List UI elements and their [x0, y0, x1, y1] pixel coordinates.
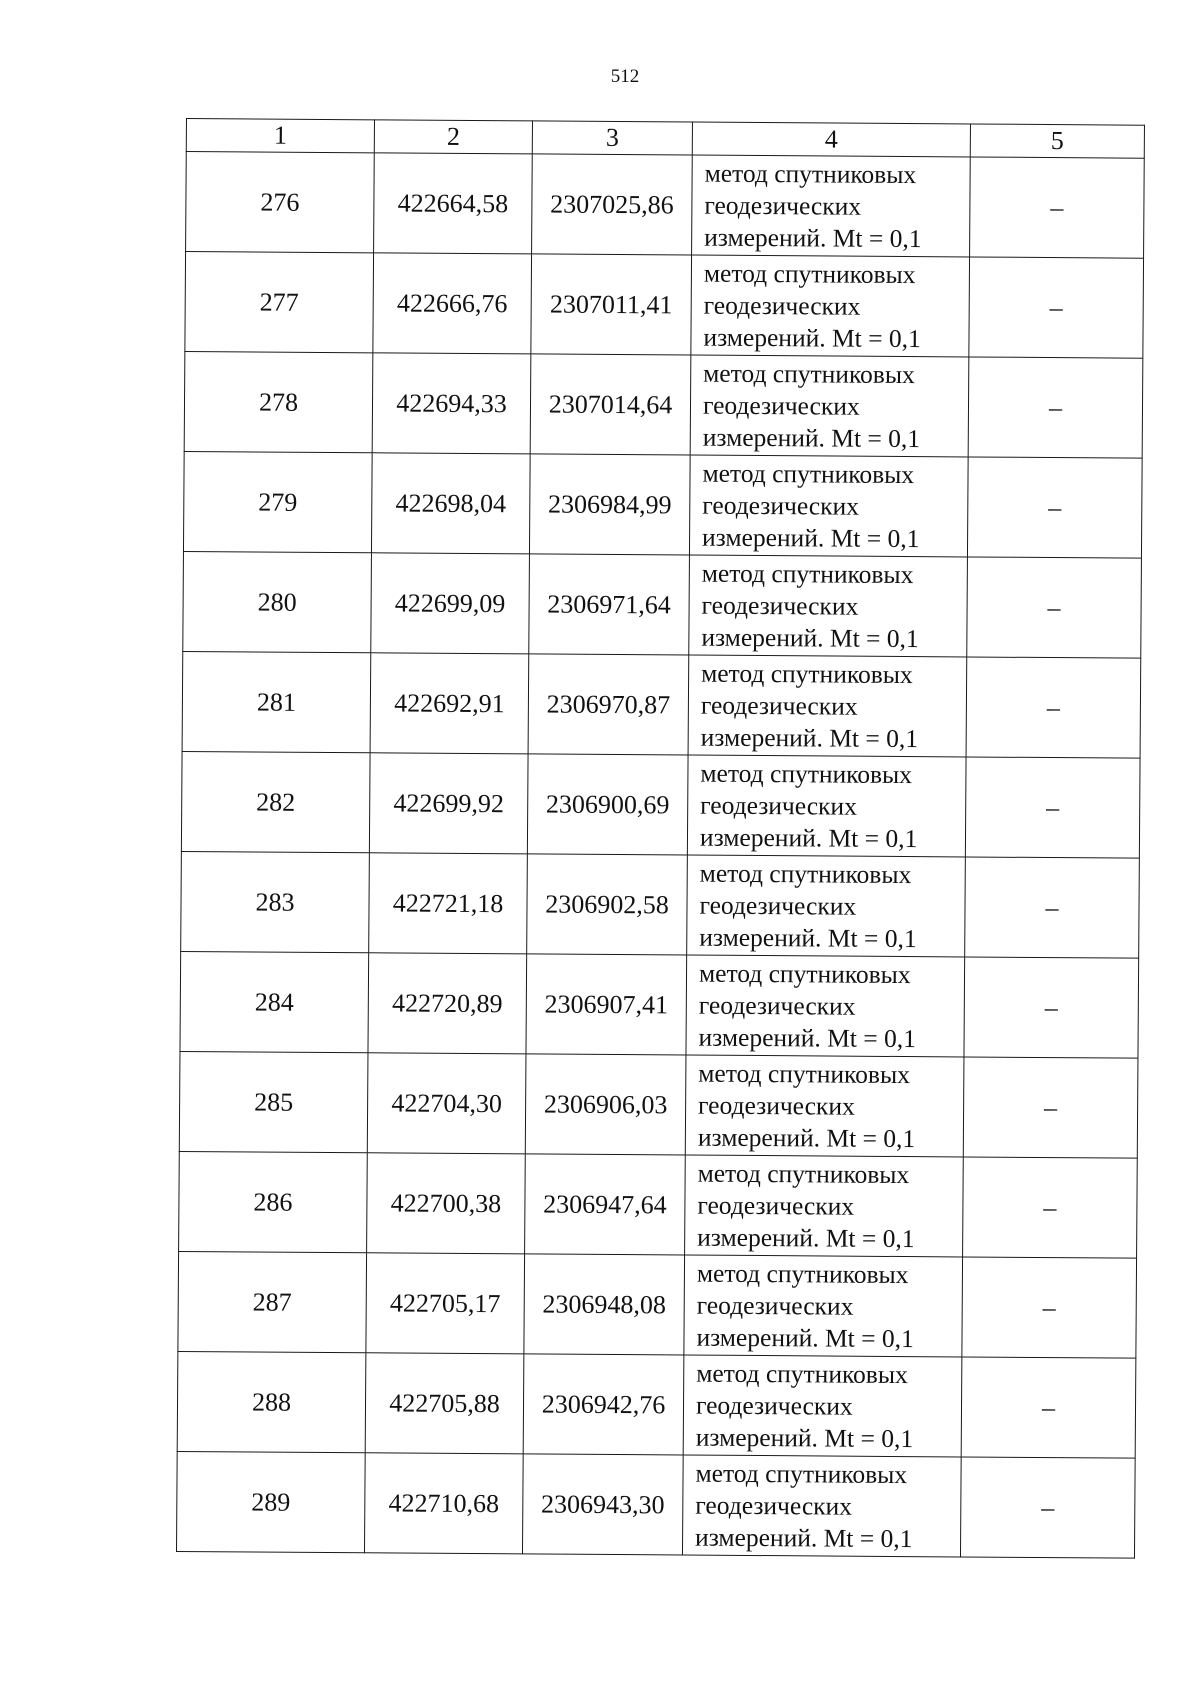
note-cell: –	[961, 1357, 1136, 1458]
point-id-cell: 277	[185, 252, 374, 353]
x-coordinate-cell: 422699,92	[369, 753, 528, 854]
method-line: геодезических	[698, 990, 856, 1021]
coordinates-table-container	[176, 118, 1144, 1559]
method-line: геодезических	[700, 790, 857, 821]
method-line: метод спутниковых	[696, 1358, 908, 1389]
method-line: метод спутниковых	[695, 1458, 908, 1489]
method-line: метод спутниковых	[699, 858, 912, 889]
note-cell: –	[965, 857, 1140, 958]
method-cell	[692, 155, 971, 257]
method-cell	[682, 1455, 961, 1557]
method-cell	[687, 855, 966, 957]
y-coordinate-cell: 2307011,41	[531, 254, 692, 355]
y-coordinate-cell: 2306984,99	[529, 454, 690, 555]
x-coordinate-cell: 422700,38	[367, 1153, 526, 1254]
y-coordinate-cell: 2306943,30	[522, 1454, 683, 1555]
method-line: измерений. Mt = 0,1	[699, 822, 918, 853]
method-line: метод спутниковых	[701, 658, 913, 689]
method-line: измерений. Mt = 0,1	[701, 622, 919, 653]
column-header-3: 3	[532, 121, 692, 155]
point-id-cell: 289	[176, 1451, 365, 1552]
method-line: геодезических	[700, 690, 858, 721]
column-header-4: 4	[692, 122, 970, 157]
column-header-1: 1	[186, 119, 374, 153]
point-id-cell: 286	[179, 1151, 368, 1252]
point-id-cell: 287	[178, 1251, 367, 1352]
point-id-cell: 276	[186, 152, 375, 253]
method-cell	[685, 1055, 964, 1157]
method-line: измерений. Mt = 0,1	[697, 1222, 915, 1253]
table-row	[176, 1451, 1135, 1558]
method-line: метод спутниковых	[698, 958, 911, 989]
point-id-cell: 283	[181, 851, 370, 952]
method-line: измерений. Mt = 0,1	[695, 1522, 913, 1553]
note-cell: –	[968, 357, 1143, 458]
method-cell	[689, 555, 968, 657]
point-id-cell: 288	[177, 1351, 366, 1452]
note-cell: –	[963, 1057, 1138, 1158]
table-row	[179, 1151, 1138, 1258]
x-coordinate-cell: 422694,33	[372, 353, 531, 454]
method-line: метод спутниковых	[703, 258, 916, 289]
method-line: метод спутниковых	[700, 758, 913, 789]
x-coordinate-cell: 422704,30	[367, 1053, 526, 1154]
method-line: геодезических	[702, 390, 860, 421]
y-coordinate-cell: 2307025,86	[532, 154, 693, 255]
note-cell: –	[962, 1257, 1137, 1358]
method-cell	[690, 355, 969, 457]
method-line: геодезических	[698, 1090, 855, 1121]
table-row	[182, 651, 1141, 758]
y-coordinate-cell: 2306971,64	[529, 554, 690, 655]
method-line: геодезических	[699, 890, 857, 921]
y-coordinate-cell: 2306942,76	[523, 1354, 684, 1455]
method-cell	[684, 1255, 963, 1357]
method-line: геодезических	[701, 590, 859, 621]
point-id-cell: 278	[184, 351, 373, 452]
table-body	[176, 152, 1144, 1559]
table-row	[178, 1251, 1137, 1358]
method-line: геодезических	[702, 490, 860, 521]
table-row	[181, 851, 1140, 958]
method-line: метод спутниковых	[704, 158, 917, 189]
y-coordinate-cell: 2306948,08	[524, 1254, 685, 1355]
method-line: измерений. Mt = 0,1	[697, 1122, 916, 1153]
y-coordinate-cell: 2306947,64	[525, 1154, 686, 1255]
x-coordinate-cell: 422710,68	[364, 1453, 523, 1554]
note-cell: –	[967, 457, 1142, 558]
table-row	[185, 252, 1144, 359]
x-coordinate-cell: 422699,09	[371, 553, 530, 654]
method-line: геодезических	[695, 1390, 853, 1421]
x-coordinate-cell: 422698,04	[371, 453, 530, 554]
table-row	[177, 1351, 1136, 1458]
point-id-cell: 282	[181, 751, 370, 852]
point-id-cell: 279	[183, 451, 372, 552]
method-line: геодезических	[695, 1490, 853, 1521]
method-cell	[686, 955, 965, 1057]
method-line: измерений. Mt = 0,1	[702, 422, 921, 453]
method-line: измерений. Mt = 0,1	[704, 222, 922, 253]
x-coordinate-cell: 422720,89	[368, 953, 527, 1054]
coordinates-table	[176, 118, 1145, 1559]
method-cell	[689, 455, 968, 557]
note-cell: –	[960, 1457, 1135, 1558]
method-cell	[683, 1355, 962, 1457]
note-cell: –	[965, 757, 1140, 858]
method-line: измерений. Mt = 0,1	[701, 522, 920, 553]
x-coordinate-cell: 422705,88	[365, 1353, 524, 1454]
method-cell	[691, 255, 970, 357]
table-row	[186, 152, 1145, 259]
table-row	[184, 351, 1143, 458]
method-line: измерений. Mt = 0,1	[698, 1022, 917, 1053]
x-coordinate-cell: 422705,17	[366, 1253, 525, 1354]
method-line: измерений. Mt = 0,1	[700, 722, 919, 753]
method-cell	[688, 655, 967, 757]
y-coordinate-cell: 2307014,64	[530, 354, 691, 455]
table-row	[183, 551, 1142, 658]
y-coordinate-cell: 2306907,41	[526, 954, 687, 1055]
method-line: геодезических	[704, 190, 862, 221]
y-coordinate-cell: 2306906,03	[525, 1054, 686, 1155]
note-cell: –	[964, 957, 1139, 1058]
column-header-5: 5	[970, 124, 1144, 158]
method-line: метод спутниковых	[697, 1158, 910, 1189]
note-cell: –	[963, 1157, 1138, 1258]
point-id-cell: 281	[182, 651, 371, 752]
y-coordinate-cell: 2306970,87	[528, 654, 689, 755]
method-cell	[687, 755, 966, 857]
method-line: метод спутниковых	[703, 358, 915, 389]
y-coordinate-cell: 2306900,69	[527, 754, 688, 855]
method-line: измерений. Mt = 0,1	[695, 1422, 914, 1453]
x-coordinate-cell: 422666,76	[373, 253, 532, 354]
point-id-cell: 280	[183, 551, 372, 652]
note-cell: –	[966, 657, 1141, 758]
method-line: метод спутниковых	[702, 458, 915, 489]
method-line: измерений. Mt = 0,1	[703, 322, 921, 353]
x-coordinate-cell: 422692,91	[370, 653, 529, 754]
method-line: геодезических	[697, 1190, 855, 1221]
table-row	[180, 951, 1139, 1058]
point-id-cell: 284	[180, 951, 369, 1052]
method-cell	[685, 1155, 964, 1257]
method-line: метод спутниковых	[701, 558, 914, 589]
method-line: измерений. Mt = 0,1	[696, 1322, 914, 1353]
note-cell: –	[970, 157, 1145, 258]
method-line: геодезических	[703, 290, 861, 321]
method-line: метод спутниковых	[696, 1258, 909, 1289]
column-header-2: 2	[374, 120, 532, 154]
note-cell: –	[967, 557, 1142, 658]
note-cell: –	[969, 257, 1144, 358]
page-number: 512	[610, 66, 640, 87]
method-line: измерений. Mt = 0,1	[699, 922, 917, 953]
x-coordinate-cell: 422721,18	[369, 853, 528, 954]
table-row	[181, 751, 1140, 858]
point-id-cell: 285	[179, 1051, 368, 1152]
x-coordinate-cell: 422664,58	[374, 153, 533, 254]
table-row	[183, 451, 1142, 558]
table-row	[179, 1051, 1138, 1158]
y-coordinate-cell: 2306902,58	[527, 854, 688, 955]
method-line: геодезических	[696, 1290, 854, 1321]
method-line: метод спутниковых	[698, 1058, 910, 1089]
